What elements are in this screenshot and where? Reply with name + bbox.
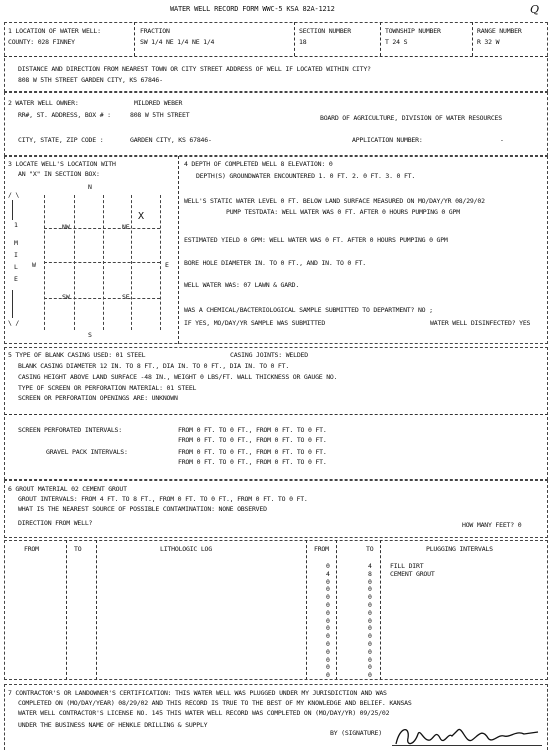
- log-row-to: 8: [368, 569, 372, 578]
- section-number-value: 18: [299, 38, 307, 46]
- township-value: T 24 S: [385, 38, 408, 46]
- log-row-to: 0: [368, 608, 372, 617]
- casing-height: CASING HEIGHT ABOVE LAND SURFACE -48 IN., WEIGHT 0 LBS/FT. WALL THICKNESS OR GAUGE NO.: [18, 373, 338, 381]
- section-number-label: SECTION NUMBER: [299, 27, 351, 35]
- cert-line-2: COMPLETED ON (MO/DAY/YEAR) 08/29/02 AND THIS RECORD IS TRUE TO THE BEST OF MY KNOWLEDGE AND BELIEF. KANSAS: [18, 699, 412, 707]
- disinfected: WATER WELL DISINFECTED? YES: [430, 319, 531, 327]
- log-row-from: 0: [326, 632, 330, 641]
- log-row-to: 0: [368, 632, 372, 641]
- cert-line-4: UNDER THE BUSINESS NAME OF HENKLE DRILLING & SUPPLY: [18, 721, 208, 729]
- location-label: 1 LOCATION OF WATER WELL:: [8, 27, 101, 35]
- mile-e: E: [14, 275, 18, 283]
- log-row-to: 0: [368, 585, 372, 594]
- log-row-description: CEMENT GROUT: [390, 569, 435, 578]
- fraction-label: FRACTION: [140, 27, 170, 35]
- corner-mark: Q: [530, 3, 540, 16]
- well-x-mark: X: [138, 211, 145, 222]
- bore-hole: BORE HOLE DIAMETER IN. TO 0 FT., AND IN. TO 0 FT.: [184, 259, 366, 267]
- log-header-to2: TO: [366, 545, 374, 553]
- mile-l: L: [14, 263, 18, 271]
- gravel-pack-label: GRAVEL PACK INTERVALS:: [46, 448, 128, 456]
- grid-sw: SW: [62, 293, 70, 301]
- grid-ne: NE: [122, 223, 130, 231]
- log-row-from: 0: [326, 608, 330, 617]
- log-row-to: 0: [368, 671, 372, 680]
- casing-diameter: BLANK CASING DIAMETER 12 IN. TO 8 FT., DIA IN. TO 0 FT., DIA IN. TO 0 FT.: [18, 362, 290, 370]
- mile-one: 1: [14, 221, 18, 229]
- chem-sample: WAS A CHEMICAL/BACTERIOLOGICAL SAMPLE SUBMITTED TO DEPARTMENT? NO ;: [184, 306, 433, 314]
- log-header-from: FROM: [24, 545, 39, 553]
- how-many-feet: HOW MANY FEET? 0: [462, 521, 522, 529]
- township-label: TOWNSHIP NUMBER: [385, 27, 441, 35]
- log-row-from: 0: [326, 663, 330, 672]
- pump-test: PUMP TESTDATA: WELL WATER WAS 0 FT. AFTER 0 HOURS PUMPING 0 GPM: [226, 208, 460, 216]
- well-use: WELL WATER WAS: 07 LAWN & GARD.: [184, 281, 300, 289]
- grid-south: S: [88, 331, 92, 339]
- log-row-from: 0: [326, 624, 330, 633]
- depth-line-2: DEPTH(S) GROUNDWATER ENCOUNTERED 1. 0 FT. 2. 0 FT. 3. 0 FT.: [196, 172, 416, 180]
- locate-label-1: 3 LOCATE WELL'S LOCATION WITH: [8, 160, 116, 168]
- log-row-to: 0: [368, 647, 372, 656]
- log-row-from: 0: [326, 616, 330, 625]
- section-well-location: [4, 156, 548, 344]
- log-row-from: 0: [326, 655, 330, 664]
- cert-line-1: 7 CONTRACTOR'S OR LANDOWNER'S CERTIFICATION: THIS WATER WELL WAS PLUGGED UNDER MY JURISDICTION AND WAS: [8, 689, 387, 697]
- log-row-from: 0: [326, 577, 330, 586]
- distance-value: 808 W 5TH STREET GARDEN CITY, KS 67846-: [18, 76, 163, 84]
- log-row-to: 0: [368, 655, 372, 664]
- grid-east: E: [165, 261, 169, 269]
- grout-material: 6 GROUT MATERIAL 02 CEMENT GROUT: [8, 485, 127, 493]
- grout-intervals: GROUT INTERVALS: FROM 4 FT. TO 8 FT., FROM 0 FT. TO 0 FT., FROM 0 FT. TO 0 FT.: [18, 495, 308, 503]
- log-header-plugging: PLUGGING INTERVALS: [426, 545, 493, 553]
- log-row-to: 0: [368, 640, 372, 648]
- log-header-to: TO: [74, 545, 82, 553]
- log-row-description: FILL DIRT: [390, 562, 424, 570]
- casing-type: 5 TYPE OF BLANK CASING USED: 01 STEEL: [8, 351, 146, 359]
- static-water-level: WELL'S STATIC WATER LEVEL 0 FT. BELOW LAND SURFACE MEASURED ON MO/DAY/YR 08/29/02: [184, 197, 485, 205]
- contamination-source: WHAT IS THE NEAREST SOURCE OF POSSIBLE CONTAMINATION: NONE OBSERVED: [18, 505, 267, 513]
- log-row-from: 0: [326, 601, 330, 609]
- owner-label: 2 WATER WELL OWNER:: [8, 99, 79, 107]
- address-value: 808 W 5TH STREET: [130, 111, 190, 119]
- log-row-from: 4: [326, 569, 330, 578]
- address-label: RR#, ST. ADDRESS, BOX # :: [18, 111, 111, 119]
- lithologic-log-table: [4, 540, 548, 680]
- log-row-from: 0: [326, 562, 330, 570]
- direction-from-well: DIRECTION FROM WELL?: [18, 519, 93, 527]
- log-row-from: 0: [326, 585, 330, 594]
- log-row-to: 0: [368, 663, 372, 672]
- signature-label: BY (SIGNATURE): [330, 729, 382, 737]
- cert-line-3: WATER WELL CONTRACTOR'S LICENSE NO. 145 THIS WATER WELL RECORD WAS COMPLETED ON (MO/DAY/YR) 09/25/02: [18, 709, 390, 717]
- form-title: WATER WELL RECORD FORM WWC-5 KSA 82A-1212: [170, 5, 335, 13]
- log-row-to: 0: [368, 624, 372, 633]
- log-row-from: 0: [326, 640, 330, 648]
- range-label: RANGE NUMBER: [477, 27, 522, 35]
- mile-i: I: [14, 251, 18, 259]
- screen-intervals-label: SCREEN PERFORATED INTERVALS:: [18, 426, 122, 434]
- screen-openings: SCREEN OR PERFORATION OPENINGS ARE: UNKNOWN: [18, 394, 178, 402]
- log-row-to: 4: [368, 562, 372, 570]
- chem-date: IF YES, MO/DAY/YR SAMPLE WAS SUBMITTED: [184, 319, 326, 327]
- city-label: CITY, STATE, ZIP CODE :: [18, 136, 104, 144]
- section-owner: [4, 92, 548, 156]
- log-row-to: 0: [368, 593, 372, 602]
- distance-label: DISTANCE AND DIRECTION FROM NEAREST TOWN OR CITY STREET ADDRESS OF WELL IF LOCATED WITHIN CITY?: [18, 65, 371, 73]
- application-label: APPLICATION NUMBER:: [352, 136, 423, 144]
- log-row-from: 0: [326, 593, 330, 602]
- screen-interval-row-2: FROM 0 FT. TO 0 FT., FROM 0 FT. TO 0 FT.: [178, 436, 327, 444]
- log-row-to: 0: [368, 616, 372, 625]
- gravel-interval-row-2: FROM 0 FT. TO 0 FT., FROM 0 FT. TO 0 FT.: [178, 458, 327, 466]
- locate-label-2: AN "X" IN SECTION BOX:: [18, 170, 100, 178]
- screen-interval-row-1: FROM 0 FT. TO 0 FT., FROM 0 FT. TO 0 FT.: [178, 426, 327, 434]
- grid-west: W: [32, 261, 36, 269]
- log-row-to: 0: [368, 601, 372, 609]
- grid-se: SE: [122, 293, 130, 301]
- casing-joints: CASING JOINTS: WELDED: [230, 351, 308, 359]
- log-row-from: 0: [326, 671, 330, 680]
- signature-mark: [392, 720, 542, 750]
- log-row-to: 0: [368, 577, 372, 586]
- log-row-from: 0: [326, 647, 330, 656]
- board-label: BOARD OF AGRICULTURE, DIVISION OF WATER RESOURCES: [320, 114, 502, 122]
- application-dash: -: [500, 136, 504, 144]
- range-value: R 32 W: [477, 38, 500, 46]
- depth-line-1: 4 DEPTH OF COMPLETED WELL 8 ELEVATION: 0: [184, 160, 333, 168]
- grid-nw: NW: [62, 223, 70, 231]
- screen-material: TYPE OF SCREEN OR PERFORATION MATERIAL: 01 STEEL: [18, 384, 197, 392]
- estimated-yield: ESTIMATED YIELD 0 GPM: WELL WATER WAS 0 FT. AFTER 0 HOURS PUMPING 0 GPM: [184, 236, 448, 244]
- city-value: GARDEN CITY, KS 67846-: [130, 136, 212, 144]
- log-header-from2: FROM: [314, 545, 329, 553]
- gravel-interval-row-1: FROM 0 FT. TO 0 FT., FROM 0 FT. TO 0 FT.: [178, 448, 327, 456]
- log-header-lithologic: LITHOLOGIC LOG: [160, 545, 212, 553]
- fraction-value: SW 1/4 NE 1/4 NE 1/4: [140, 38, 215, 46]
- county-value: COUNTY: 028 FINNEY: [8, 38, 75, 46]
- owner-name: MILDRED WEBER: [134, 99, 183, 107]
- grid-north: N: [88, 183, 92, 191]
- mile-m: M: [14, 239, 18, 247]
